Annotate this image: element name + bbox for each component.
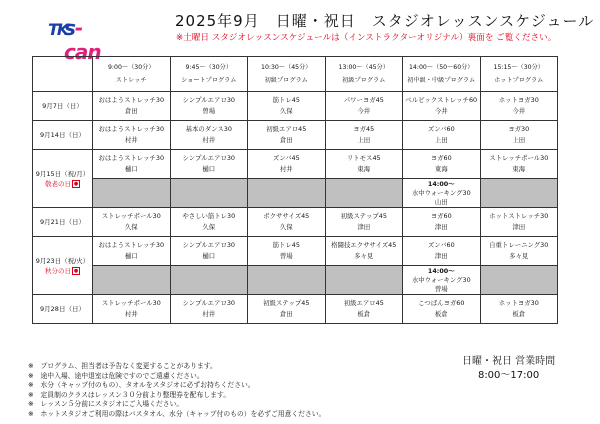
table-row <box>33 150 558 179</box>
date-cell: 9月28日（日） <box>33 295 93 324</box>
class-cell: ホットストレッチ30 津田 <box>480 208 558 237</box>
empty-cell <box>248 266 326 295</box>
class-cell: 筋トレ45 久保 <box>248 92 326 121</box>
empty-cell <box>325 179 403 208</box>
table-row <box>33 295 558 324</box>
column-header: 9:00～（30分） ストレッチ <box>93 57 171 92</box>
class-cell: 自重トレーニング30 多々見 <box>480 237 558 266</box>
table-row-extra <box>33 179 558 208</box>
class-cell: ホットヨガ30 今井 <box>480 92 558 121</box>
table-row <box>33 121 558 150</box>
column-header: 14:00～（50～60分） 初中級・中級プログラム <box>403 57 481 92</box>
notes-list <box>28 362 325 420</box>
class-cell: ヨガ45 上田 <box>325 121 403 150</box>
class-cell: ズンバ45 村井 <box>248 150 326 179</box>
class-cell: シンプルエアロ30 村井 <box>170 295 248 324</box>
brand-logo <box>48 14 118 64</box>
class-cell: 筋トレ45 曽場 <box>248 237 326 266</box>
special-session-cell: 14:00～ 水中ウォーキング30 山田 <box>403 179 481 208</box>
class-cell: おはようストレッチ30 樋口 <box>93 150 171 179</box>
empty-cell <box>93 266 171 295</box>
note-item: ※ プログラム、担当者は予告なく変更することがあります。 <box>28 362 217 370</box>
column-header: 15:15～（30分） ホットプログラム <box>480 57 558 92</box>
column-header: 13:00～（45分） 初級プログラム <box>325 57 403 92</box>
date-cell: 9月15日（祝/月） 敬老の日 ● <box>33 150 93 208</box>
page-title: 2025年9月 日曜・祝日 スタジオレッスンスケジュール <box>175 12 595 30</box>
class-cell: シンプルエアロ30 樋口 <box>170 150 248 179</box>
empty-cell <box>480 179 558 208</box>
note-item: ※ 途中入場、途中退室は危険ですのでご遠慮ください。 <box>28 371 204 380</box>
table-row <box>33 208 558 237</box>
note-item: ※ レッスン５分前にスタジオにご入場ください。 <box>28 400 184 409</box>
note-item: ※ 定員制のクラスはレッスン３０分前より整理券を配布します。 <box>28 390 230 399</box>
class-cell: 基本のダンス30 村井 <box>170 121 248 150</box>
class-cell: パワーヨガ45 今井 <box>325 92 403 121</box>
corner-cell <box>33 57 93 92</box>
holiday-mark-icon: ● <box>73 267 79 274</box>
logo-scan: s-can <box>64 16 101 64</box>
class-cell: ストレッチポール30 東海 <box>480 150 558 179</box>
note-item: ※ ホットスタジオご利用の際はバスタオル、水分（キャップ付のもの）を必ずご用意ください。 <box>28 409 326 418</box>
class-cell: ヨガ60 津田 <box>403 208 481 237</box>
column-header: 10:30～（45分） 初級プログラム <box>248 57 326 92</box>
date-cell: 9月7日（日） <box>33 92 93 121</box>
class-cell: 初級エアロ45 板倉 <box>325 295 403 324</box>
date-cell: 9月21日（日） <box>33 208 93 237</box>
logo-tk: TK <box>48 20 68 39</box>
class-cell: こつばんヨガ60 板倉 <box>403 295 481 324</box>
table-row <box>33 237 558 266</box>
class-cell: リトモス45 東海 <box>325 150 403 179</box>
class-cell: ボクササイズ45 久保 <box>248 208 326 237</box>
class-cell: ストレッチポール30 村井 <box>93 295 171 324</box>
class-cell: 初級ステップ45 倉田 <box>248 295 326 324</box>
class-cell: おはようストレッチ30 樋口 <box>93 237 171 266</box>
class-cell: おはようストレッチ30 村井 <box>93 121 171 150</box>
class-cell: ホットヨガ30 板倉 <box>480 295 558 324</box>
class-cell: シンプルエアロ30 樋口 <box>170 237 248 266</box>
holiday-label: 敬老の日 <box>45 179 71 188</box>
class-cell: ストレッチポール30 久保 <box>93 208 171 237</box>
class-cell: 初級ステップ45 津田 <box>325 208 403 237</box>
hours-label: 日曜・祝日 営業時間 <box>462 356 556 367</box>
hours-time: 8:00～17:00 <box>477 370 540 381</box>
date-cell: 9月14日（日） <box>33 121 93 150</box>
empty-cell <box>93 179 171 208</box>
note-item: ※ 水分（キャップ付のもの）、タオルをスタジオに必ずお持ちください。 <box>28 381 255 390</box>
date-cell: 9月23日（祝/火） 秋分の日 ● <box>33 237 93 295</box>
class-cell: ズンバ60 津田 <box>403 237 481 266</box>
class-cell: おはようストレッチ30 倉田 <box>93 92 171 121</box>
class-cell: ヨガ60 東海 <box>403 150 481 179</box>
class-cell: やさしい筋トレ30 久保 <box>170 208 248 237</box>
empty-cell <box>248 179 326 208</box>
class-cell: ズンバ60 上田 <box>403 121 481 150</box>
empty-cell <box>325 266 403 295</box>
holiday-mark-icon: ● <box>73 180 79 187</box>
schedule-table <box>32 56 558 324</box>
empty-cell <box>170 179 248 208</box>
page-subtitle: ※土曜日 スタジオレッスンスケジュールは（インストラクターオリジナル）裏面を ご覧ください。 <box>176 33 557 43</box>
class-cell: ベルビックストレッチ60 今井 <box>403 92 481 121</box>
class-cell: 格闘技エクササイズ45 多々見 <box>325 237 403 266</box>
business-hours <box>462 355 555 383</box>
column-header: 9:45～（30分） ショートプログラム <box>170 57 248 92</box>
empty-cell <box>170 266 248 295</box>
holiday-label: 秋分の日 <box>45 266 71 275</box>
table-row <box>33 92 558 121</box>
class-cell: 初級エアロ45 倉田 <box>248 121 326 150</box>
special-session-cell: 14:00～ 水中ウォーキング30 曽場 <box>403 266 481 295</box>
header-row <box>33 57 558 92</box>
empty-cell <box>480 266 558 295</box>
table-row-extra <box>33 266 558 295</box>
class-cell: シンプルエアロ30 曽場 <box>170 92 248 121</box>
class-cell: ヨガ30 上田 <box>480 121 558 150</box>
